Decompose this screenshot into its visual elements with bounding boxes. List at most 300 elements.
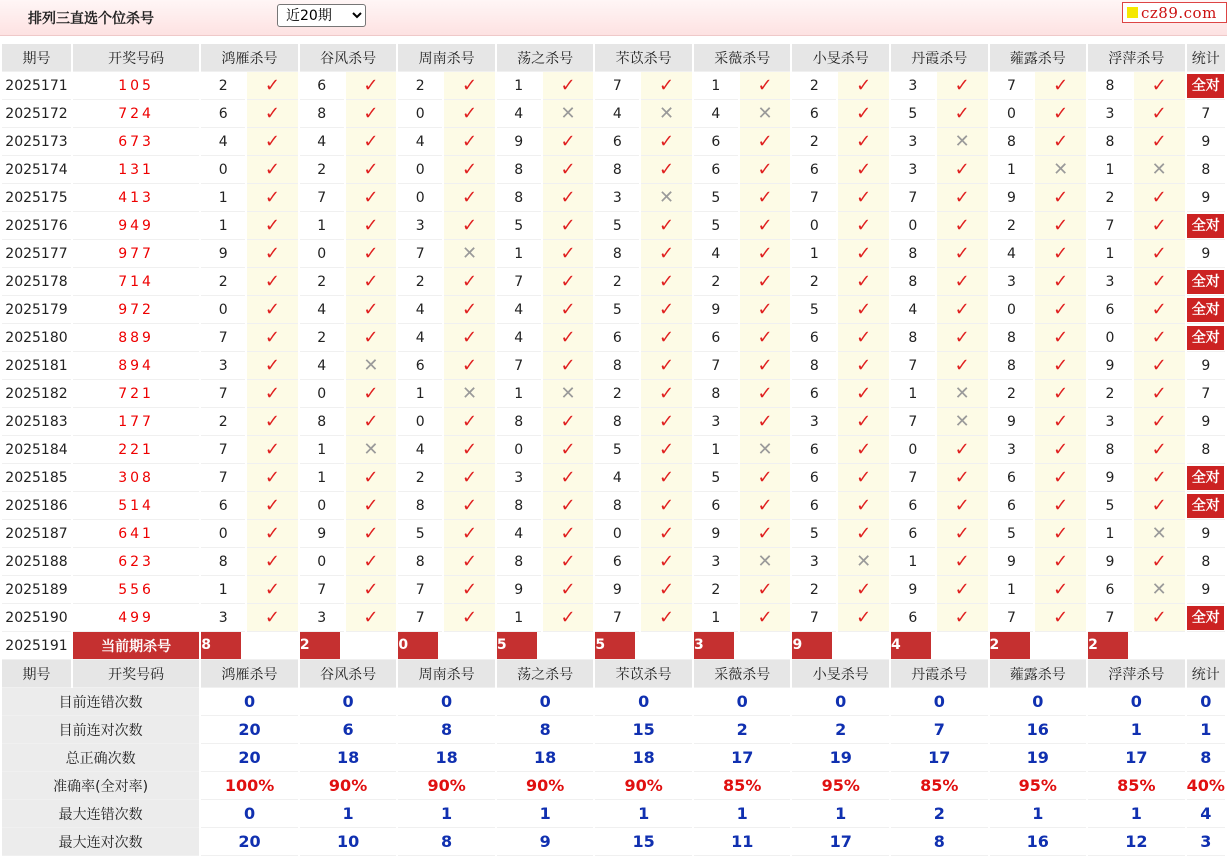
check-mark: ✓ <box>1151 103 1167 124</box>
check-icon <box>247 576 298 604</box>
check-mark: ✓ <box>954 327 970 348</box>
kill-number: 2 <box>300 324 344 352</box>
issue-number: 2025176 <box>2 212 71 240</box>
summary-value: 19 <box>990 744 1087 772</box>
issue-number: 2025190 <box>2 604 71 632</box>
check-icon <box>1134 352 1185 380</box>
cross-mark: ✕ <box>954 411 970 432</box>
check-mark: ✓ <box>461 411 478 432</box>
check-mark: ✓ <box>856 103 872 124</box>
summary-value: 1 <box>1088 716 1185 744</box>
check-icon <box>1134 380 1185 408</box>
check-mark: ✓ <box>1053 411 1069 432</box>
check-icon <box>740 268 791 296</box>
check-mark: ✓ <box>560 607 576 628</box>
summary-value: 2 <box>792 716 889 744</box>
summary-value: 2 <box>891 800 988 828</box>
check-icon <box>937 464 988 492</box>
kill-number: 7 <box>497 352 541 380</box>
check-icon <box>641 352 692 380</box>
kill-number: 1 <box>891 380 935 408</box>
check-icon <box>346 464 397 492</box>
cross-mark: ✕ <box>560 103 576 124</box>
check-mark: ✓ <box>363 103 379 124</box>
kill-number: 2 <box>1088 380 1132 408</box>
kill-number: 8 <box>1088 72 1132 100</box>
summary-row <box>2 744 1225 772</box>
column-header: 开奖号码 <box>73 660 199 688</box>
check-icon <box>444 352 495 380</box>
check-mark: ✓ <box>1151 383 1167 404</box>
issue-number: 2025171 <box>2 72 71 100</box>
check-icon <box>247 240 298 268</box>
table-row <box>2 548 1225 576</box>
check-icon <box>543 492 594 520</box>
check-mark: ✓ <box>659 579 675 600</box>
summary-value: 16 <box>990 828 1087 856</box>
kill-number: 3 <box>990 268 1034 296</box>
draw-number: 673 <box>73 128 199 156</box>
check-mark: ✓ <box>954 243 970 264</box>
check-mark: ✓ <box>363 467 379 488</box>
check-mark: ✓ <box>461 215 478 236</box>
check-mark: ✓ <box>954 439 970 460</box>
check-mark: ✓ <box>363 411 379 432</box>
check-mark: ✓ <box>461 551 478 572</box>
kill-number: 7 <box>398 576 442 604</box>
current-kill-number: 9 <box>792 632 832 659</box>
kill-number: 4 <box>201 128 245 156</box>
check-mark: ✓ <box>856 411 872 432</box>
check-mark: ✓ <box>264 467 280 488</box>
cross-mark: ✕ <box>757 551 773 572</box>
summary-value: 10 <box>300 828 397 856</box>
row-stat <box>1187 296 1225 324</box>
kill-number: 7 <box>1088 604 1132 632</box>
hit-count: 8 <box>1201 441 1211 458</box>
check-icon <box>641 296 692 324</box>
check-icon <box>444 72 495 100</box>
check-icon <box>641 520 692 548</box>
check-mark: ✓ <box>659 215 675 236</box>
kill-number: 1 <box>792 240 836 268</box>
kill-number: 6 <box>201 492 245 520</box>
check-mark: ✓ <box>856 159 872 180</box>
draw-number: 977 <box>73 240 199 268</box>
check-icon <box>641 212 692 240</box>
kill-number: 7 <box>201 436 245 464</box>
check-icon <box>346 184 397 212</box>
table-row <box>2 492 1225 520</box>
check-icon <box>838 100 889 128</box>
cross-icon <box>543 380 594 408</box>
check-icon <box>543 464 594 492</box>
kill-number: 3 <box>398 212 442 240</box>
period-select[interactable] <box>277 4 366 27</box>
check-icon <box>444 100 495 128</box>
kill-number: 4 <box>497 100 541 128</box>
check-icon <box>937 268 988 296</box>
kill-number: 6 <box>891 604 935 632</box>
issue-number: 2025186 <box>2 492 71 520</box>
current-stat-empty <box>1187 632 1225 660</box>
check-mark: ✓ <box>363 607 379 628</box>
summary-value: 95% <box>990 772 1087 800</box>
kill-number: 8 <box>497 156 541 184</box>
logo-square-icon <box>1127 7 1138 18</box>
hit-count: 8 <box>1201 161 1211 178</box>
column-header: 蕹露杀号 <box>990 660 1087 688</box>
summary-value: 3 <box>1187 828 1225 856</box>
check-mark: ✓ <box>659 551 675 572</box>
check-icon <box>1035 436 1086 464</box>
summary-value: 90% <box>497 772 594 800</box>
check-icon <box>543 576 594 604</box>
check-icon <box>1134 492 1185 520</box>
check-mark: ✓ <box>363 523 379 544</box>
check-icon <box>641 156 692 184</box>
check-icon <box>444 156 495 184</box>
summary-label: 目前连错次数 <box>2 688 199 716</box>
column-header: 周南杀号 <box>398 44 495 72</box>
cross-mark: ✕ <box>757 103 773 124</box>
kill-number: 8 <box>891 268 935 296</box>
check-mark: ✓ <box>264 159 280 180</box>
site-logo[interactable] <box>1122 2 1227 23</box>
kill-number: 7 <box>990 604 1034 632</box>
kill-number: 8 <box>990 352 1034 380</box>
issue-number: 2025174 <box>2 156 71 184</box>
kill-number: 6 <box>792 380 836 408</box>
kill-number: 2 <box>201 268 245 296</box>
kill-number: 6 <box>694 492 738 520</box>
check-mark: ✓ <box>1151 551 1167 572</box>
hit-count: 9 <box>1201 189 1211 206</box>
check-mark: ✓ <box>560 215 576 236</box>
check-icon <box>641 548 692 576</box>
kill-number: 9 <box>891 576 935 604</box>
table-row <box>2 380 1225 408</box>
check-icon <box>838 380 889 408</box>
kill-number: 2 <box>1088 184 1132 212</box>
kill-number: 7 <box>497 268 541 296</box>
check-icon <box>937 72 988 100</box>
kill-number: 6 <box>891 492 935 520</box>
kill-number: 4 <box>990 240 1034 268</box>
draw-number: 413 <box>73 184 199 212</box>
check-mark: ✓ <box>856 523 872 544</box>
check-mark: ✓ <box>264 75 280 96</box>
kill-number: 5 <box>792 520 836 548</box>
kill-number: 2 <box>300 268 344 296</box>
kill-number: 9 <box>201 240 245 268</box>
check-icon <box>1035 212 1086 240</box>
check-mark: ✓ <box>856 383 872 404</box>
current-kill-cell <box>201 632 298 660</box>
check-icon <box>641 408 692 436</box>
check-icon <box>346 268 397 296</box>
column-header: 期号 <box>2 660 71 688</box>
kill-number: 1 <box>1088 156 1132 184</box>
current-kill-cell <box>497 632 594 660</box>
kill-number: 9 <box>990 408 1034 436</box>
check-mark: ✓ <box>264 103 280 124</box>
check-icon <box>740 464 791 492</box>
summary-value: 19 <box>792 744 889 772</box>
check-icon <box>444 520 495 548</box>
kill-number: 8 <box>201 548 245 576</box>
issue-number: 2025183 <box>2 408 71 436</box>
check-mark: ✓ <box>1053 551 1069 572</box>
check-mark: ✓ <box>1151 243 1167 264</box>
check-mark: ✓ <box>1151 607 1167 628</box>
check-icon <box>740 72 791 100</box>
check-mark: ✓ <box>659 299 675 320</box>
summary-value: 1 <box>497 800 594 828</box>
check-mark: ✓ <box>560 355 576 376</box>
check-icon <box>641 128 692 156</box>
check-mark: ✓ <box>1053 439 1069 460</box>
column-header: 鸿雁杀号 <box>201 44 298 72</box>
kill-number: 8 <box>891 324 935 352</box>
issue-number: 2025188 <box>2 548 71 576</box>
kill-number: 7 <box>201 464 245 492</box>
check-mark: ✓ <box>363 271 379 292</box>
cross-icon <box>937 408 988 436</box>
cross-icon <box>1134 576 1185 604</box>
check-icon <box>1035 296 1086 324</box>
top-bar <box>0 0 1227 36</box>
kill-number: 6 <box>990 492 1034 520</box>
check-icon <box>1134 184 1185 212</box>
check-mark: ✓ <box>757 495 773 516</box>
check-mark: ✓ <box>363 495 379 516</box>
draw-number: 499 <box>73 604 199 632</box>
kill-number: 7 <box>891 464 935 492</box>
check-icon <box>740 324 791 352</box>
kill-number: 8 <box>595 156 639 184</box>
check-icon <box>740 212 791 240</box>
cross-mark: ✕ <box>363 439 379 460</box>
kill-number: 0 <box>1088 324 1132 352</box>
check-icon <box>740 240 791 268</box>
check-mark: ✓ <box>1053 103 1069 124</box>
kill-number: 1 <box>497 380 541 408</box>
summary-value: 20 <box>201 744 298 772</box>
column-header: 采薇杀号 <box>694 44 791 72</box>
kill-number: 0 <box>201 156 245 184</box>
check-icon <box>937 604 988 632</box>
check-icon <box>1035 268 1086 296</box>
check-mark: ✓ <box>264 495 280 516</box>
kill-number: 2 <box>792 72 836 100</box>
issue-number: 2025172 <box>2 100 71 128</box>
check-icon <box>346 576 397 604</box>
check-mark: ✓ <box>461 579 478 600</box>
current-kill-cell <box>595 632 692 660</box>
check-mark: ✓ <box>757 187 773 208</box>
table-row <box>2 72 1225 100</box>
cross-mark: ✕ <box>560 383 576 404</box>
check-mark: ✓ <box>363 383 379 404</box>
check-icon <box>247 268 298 296</box>
current-kill-number: 3 <box>694 632 734 659</box>
summary-value: 2 <box>694 716 791 744</box>
check-mark: ✓ <box>560 327 576 348</box>
check-icon <box>937 240 988 268</box>
kill-number: 5 <box>398 520 442 548</box>
kill-number: 7 <box>398 604 442 632</box>
check-mark: ✓ <box>461 355 478 376</box>
row-stat <box>1187 576 1225 604</box>
row-stat <box>1187 212 1225 240</box>
kill-number: 0 <box>891 436 935 464</box>
cross-mark: ✕ <box>757 439 773 460</box>
check-icon <box>444 548 495 576</box>
kill-number: 1 <box>201 576 245 604</box>
table-row <box>2 464 1225 492</box>
check-mark: ✓ <box>757 299 773 320</box>
check-icon <box>1134 408 1185 436</box>
check-icon <box>1134 324 1185 352</box>
check-mark: ✓ <box>757 215 773 236</box>
draw-number: 889 <box>73 324 199 352</box>
summary-value: 17 <box>891 744 988 772</box>
kill-number: 8 <box>595 352 639 380</box>
summary-value: 8 <box>497 716 594 744</box>
check-mark: ✓ <box>757 75 773 96</box>
check-icon <box>1035 184 1086 212</box>
check-mark: ✓ <box>1053 75 1069 96</box>
kill-number: 0 <box>398 408 442 436</box>
summary-value: 20 <box>201 828 298 856</box>
check-mark: ✓ <box>954 299 970 320</box>
kill-number: 8 <box>497 408 541 436</box>
check-icon <box>1035 604 1086 632</box>
kill-number: 0 <box>497 436 541 464</box>
kill-number: 0 <box>398 184 442 212</box>
kill-number: 3 <box>891 156 935 184</box>
kill-number: 5 <box>497 212 541 240</box>
kill-number: 0 <box>990 296 1034 324</box>
kill-number: 1 <box>201 184 245 212</box>
kill-number: 4 <box>497 520 541 548</box>
check-mark: ✓ <box>954 579 970 600</box>
check-mark: ✓ <box>954 187 970 208</box>
summary-value: 1 <box>1088 800 1185 828</box>
check-icon <box>346 100 397 128</box>
check-mark: ✓ <box>659 271 675 292</box>
cross-icon <box>740 436 791 464</box>
draw-number: 308 <box>73 464 199 492</box>
summary-value: 15 <box>595 716 692 744</box>
kill-number: 6 <box>694 324 738 352</box>
summary-value: 9 <box>497 828 594 856</box>
check-icon <box>937 576 988 604</box>
kill-number-table <box>0 44 1227 856</box>
check-icon <box>1134 72 1185 100</box>
kill-number: 5 <box>891 100 935 128</box>
check-icon <box>641 380 692 408</box>
column-header: 丹霞杀号 <box>891 660 988 688</box>
summary-value: 16 <box>990 716 1087 744</box>
kill-number: 5 <box>1088 492 1132 520</box>
kill-number: 3 <box>694 548 738 576</box>
check-mark: ✓ <box>560 187 576 208</box>
check-mark: ✓ <box>659 383 675 404</box>
draw-number: 131 <box>73 156 199 184</box>
current-kill-cell <box>990 632 1087 660</box>
kill-number: 4 <box>300 296 344 324</box>
summary-value: 0 <box>694 688 791 716</box>
check-mark: ✓ <box>856 243 872 264</box>
summary-value: 85% <box>694 772 791 800</box>
summary-value: 95% <box>792 772 889 800</box>
table-row <box>2 576 1225 604</box>
summary-value: 0 <box>300 688 397 716</box>
cross-icon <box>346 436 397 464</box>
kill-number: 3 <box>694 408 738 436</box>
check-icon <box>543 324 594 352</box>
check-icon <box>838 520 889 548</box>
all-right-badge: 全对 <box>1187 494 1224 518</box>
kill-number: 5 <box>990 520 1034 548</box>
check-mark: ✓ <box>560 551 576 572</box>
kill-number: 7 <box>891 184 935 212</box>
check-icon <box>543 72 594 100</box>
check-icon <box>1035 352 1086 380</box>
check-mark: ✓ <box>461 327 478 348</box>
kill-number: 0 <box>201 296 245 324</box>
kill-number: 5 <box>694 212 738 240</box>
table-row <box>2 268 1225 296</box>
summary-value: 18 <box>300 744 397 772</box>
check-icon <box>346 240 397 268</box>
check-mark: ✓ <box>757 243 773 264</box>
kill-number: 1 <box>300 436 344 464</box>
check-icon <box>838 464 889 492</box>
check-mark: ✓ <box>264 187 280 208</box>
kill-number: 6 <box>1088 296 1132 324</box>
kill-number: 6 <box>792 100 836 128</box>
hit-count: 9 <box>1201 581 1211 598</box>
check-mark: ✓ <box>461 271 478 292</box>
current-kill-number: 2 <box>990 632 1030 659</box>
check-mark: ✓ <box>1151 75 1167 96</box>
summary-value: 1 <box>792 800 889 828</box>
draw-number: 714 <box>73 268 199 296</box>
summary-value: 18 <box>398 744 495 772</box>
check-mark: ✓ <box>461 75 478 96</box>
check-icon <box>346 492 397 520</box>
check-icon <box>346 408 397 436</box>
check-mark: ✓ <box>363 131 379 152</box>
kill-number: 9 <box>990 184 1034 212</box>
check-mark: ✓ <box>757 355 773 376</box>
check-mark: ✓ <box>461 103 478 124</box>
check-icon <box>1035 408 1086 436</box>
summary-value: 85% <box>891 772 988 800</box>
check-icon <box>740 380 791 408</box>
check-mark: ✓ <box>560 495 576 516</box>
check-mark: ✓ <box>954 75 970 96</box>
summary-value: 1 <box>300 800 397 828</box>
summary-value: 90% <box>398 772 495 800</box>
check-icon <box>1134 296 1185 324</box>
kill-number: 8 <box>694 380 738 408</box>
kill-number: 8 <box>595 492 639 520</box>
check-icon <box>1035 576 1086 604</box>
